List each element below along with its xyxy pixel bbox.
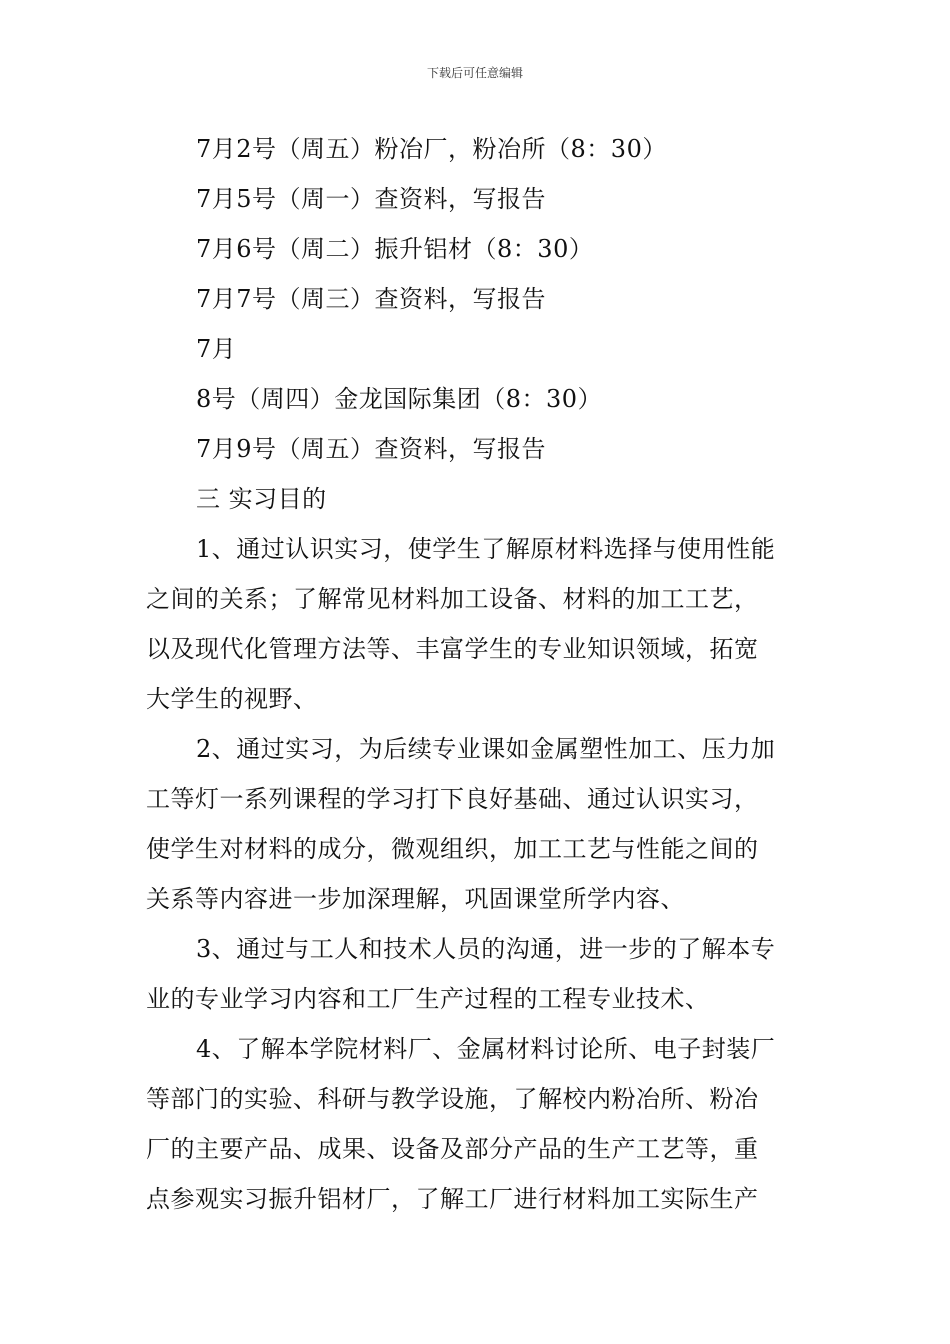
paragraph-line: 关系等内容进一步加深理解，巩固课堂所学内容、 bbox=[146, 885, 685, 913]
paragraph-line: 业的专业学习内容和工厂生产过程的工程专业技术、 bbox=[146, 985, 710, 1013]
schedule-line-jul-9: 7月9号（周五）查资料，写报告 bbox=[196, 435, 547, 463]
schedule-line-jul-7: 7月7号（周三）查资料，写报告 bbox=[196, 285, 547, 313]
paragraph-line: 4、了解本学院材料厂、金属材料讨论所、电子封装厂 bbox=[196, 1035, 776, 1063]
document-body bbox=[146, 124, 810, 1224]
schedule-line-jul-8-month: 7月 bbox=[196, 335, 237, 363]
paragraph-line: 厂的主要产品、成果、设备及部分产品的生产工艺等，重 bbox=[146, 1135, 759, 1163]
schedule-line-jul-8: 8号（周四）金龙国际集团（8：30） bbox=[196, 385, 603, 413]
schedule-line-jul-5: 7月5号（周一）查资料，写报告 bbox=[196, 185, 547, 213]
paragraph-line: 大学生的视野、 bbox=[146, 685, 318, 713]
paragraph-line: 3、通过与工人和技术人员的沟通，进一步的了解本专 bbox=[196, 935, 776, 963]
paragraph-line: 1、通过认识实习，使学生了解原材料选择与使用性能 bbox=[196, 535, 776, 563]
paragraph-line: 2、通过实习，为后续专业课如金属塑性加工、压力加 bbox=[196, 735, 776, 763]
paragraph-line: 点参观实习振升铝材厂，了解工厂进行材料加工实际生产 bbox=[146, 1185, 759, 1213]
section-heading-purpose: 三 实习目的 bbox=[196, 485, 327, 513]
paragraph-line: 之间的关系；了解常见材料加工设备、材料的加工工艺， bbox=[146, 585, 759, 613]
paragraph-line: 等部门的实验、科研与教学设施，了解校内粉冶所、粉冶 bbox=[146, 1085, 759, 1113]
schedule-line-jul-2: 7月2号（周五）粉冶厂，粉冶所（8：30） bbox=[196, 135, 667, 163]
paragraph-line: 使学生对材料的成分，微观组织，加工工艺与性能之间的 bbox=[146, 835, 759, 863]
paragraph-line: 以及现代化管理方法等、丰富学生的专业知识领域，拓宽 bbox=[146, 635, 759, 663]
page-header-note: 下载后可任意编辑 bbox=[426, 66, 523, 80]
paragraph-line: 工等灯一系列课程的学习打下良好基础、通过认识实习， bbox=[146, 785, 759, 813]
schedule-line-jul-6: 7月6号（周二）振升铝材（8：30） bbox=[196, 235, 594, 263]
